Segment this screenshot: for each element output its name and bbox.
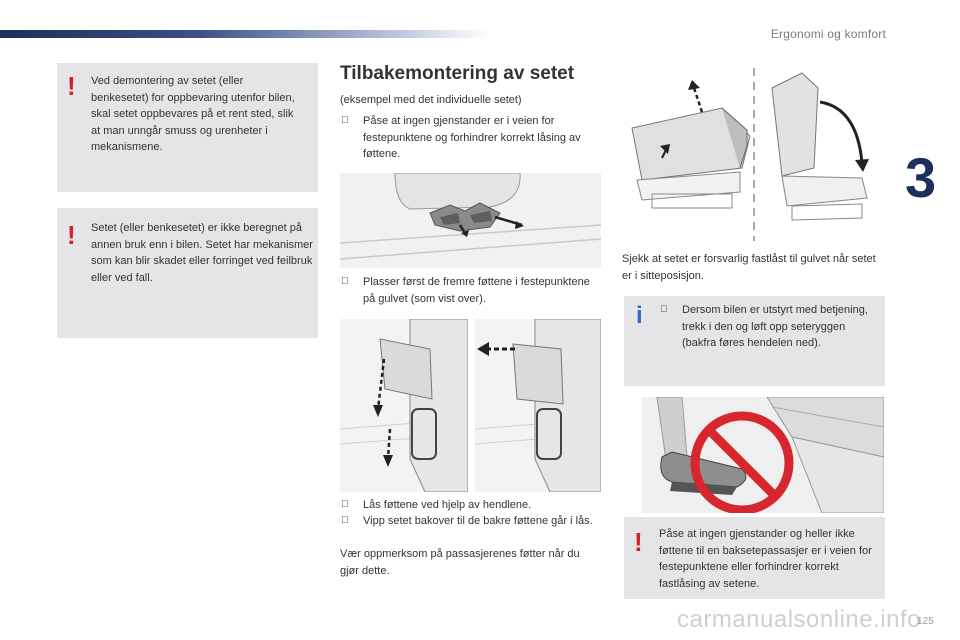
lock-check-text: Sjekk at setet er forsvarlig fastlåst til gulvet når setet er i sitteposisjon.: [622, 253, 876, 282]
chapter-number: 3: [905, 146, 937, 209]
bullet-arrow-icon: [660, 302, 668, 319]
info-icon: i: [636, 302, 643, 329]
prohibited-feet-illustration: [642, 397, 884, 513]
section-title: Ergonomi og komfort: [770, 27, 886, 41]
warning-text-obstruction: Påse at ingen gjenstander og heller ikke føttene til en baksetepassasjer er i veien for festepunktene eller forhindrer korrekt fastlåsing av setene.: [659, 528, 872, 590]
warning-text-storage: Ved demontering av setet (eller benkesetet) for oppbevaring utenfor bilen, skal setet oppbevares på et rent sted, slik at man unngår smuss og urenheter i mekanismene.: [91, 75, 295, 153]
warning-box-storage: [57, 63, 318, 192]
passenger-feet-note: Vær oppmerksom på passasjerenes føtter når du gjør dette.: [340, 548, 580, 577]
warning-box-obstruction: [624, 517, 885, 599]
bullet-arrow-icon: [341, 497, 349, 514]
step-1: Påse at ingen gjenstander er i veien for festepunktene og forhindrer korrekt låsing av føttene.: [341, 113, 599, 165]
info-box-seatback: [624, 296, 885, 386]
bullet-arrow-icon: [341, 513, 349, 530]
step-4: Vipp setet bakover til de bakre føttene går i lås.: [341, 513, 599, 547]
warning-box-usage: [57, 208, 318, 338]
seat-feet-illustration: [340, 173, 601, 268]
subtitle: (eksempel med det individuelle setet): [340, 94, 522, 106]
watermark: carmanualsonline.info: [677, 606, 921, 633]
page-number: 125: [917, 616, 934, 627]
warning-icon: !: [67, 220, 76, 250]
step-3: Lås føttene ved hjelp av hendlene.: [341, 497, 599, 514]
warning-icon: !: [67, 71, 76, 101]
bullet-arrow-icon: [341, 113, 349, 130]
bullet-arrow-icon: [341, 274, 349, 291]
seat-front-feet-illustration: [340, 319, 468, 492]
step-2: Plasser først de fremre føttene i festepunktene på gulvet (som vist over).: [341, 274, 599, 310]
info-step: Dersom bilen er utstyrt med betjening, trekk i den og løft opp seteryggen (bakfra føres hendelen ned).: [660, 302, 880, 372]
page-title: Tilbakemontering av setet: [340, 63, 575, 84]
seat-tilt-illustration: [475, 319, 601, 492]
warning-icon: !: [634, 527, 643, 557]
seat-lift-illustration: [622, 68, 884, 241]
warning-text-usage: Setet (eller benkesetet) er ikke beregnet på annen bruk enn i bilen. Setet har mekanismer som kan blir skadet eller forringet ved feilbruk eller ved fall.: [91, 222, 313, 284]
header-gradient-bar: [0, 30, 490, 38]
